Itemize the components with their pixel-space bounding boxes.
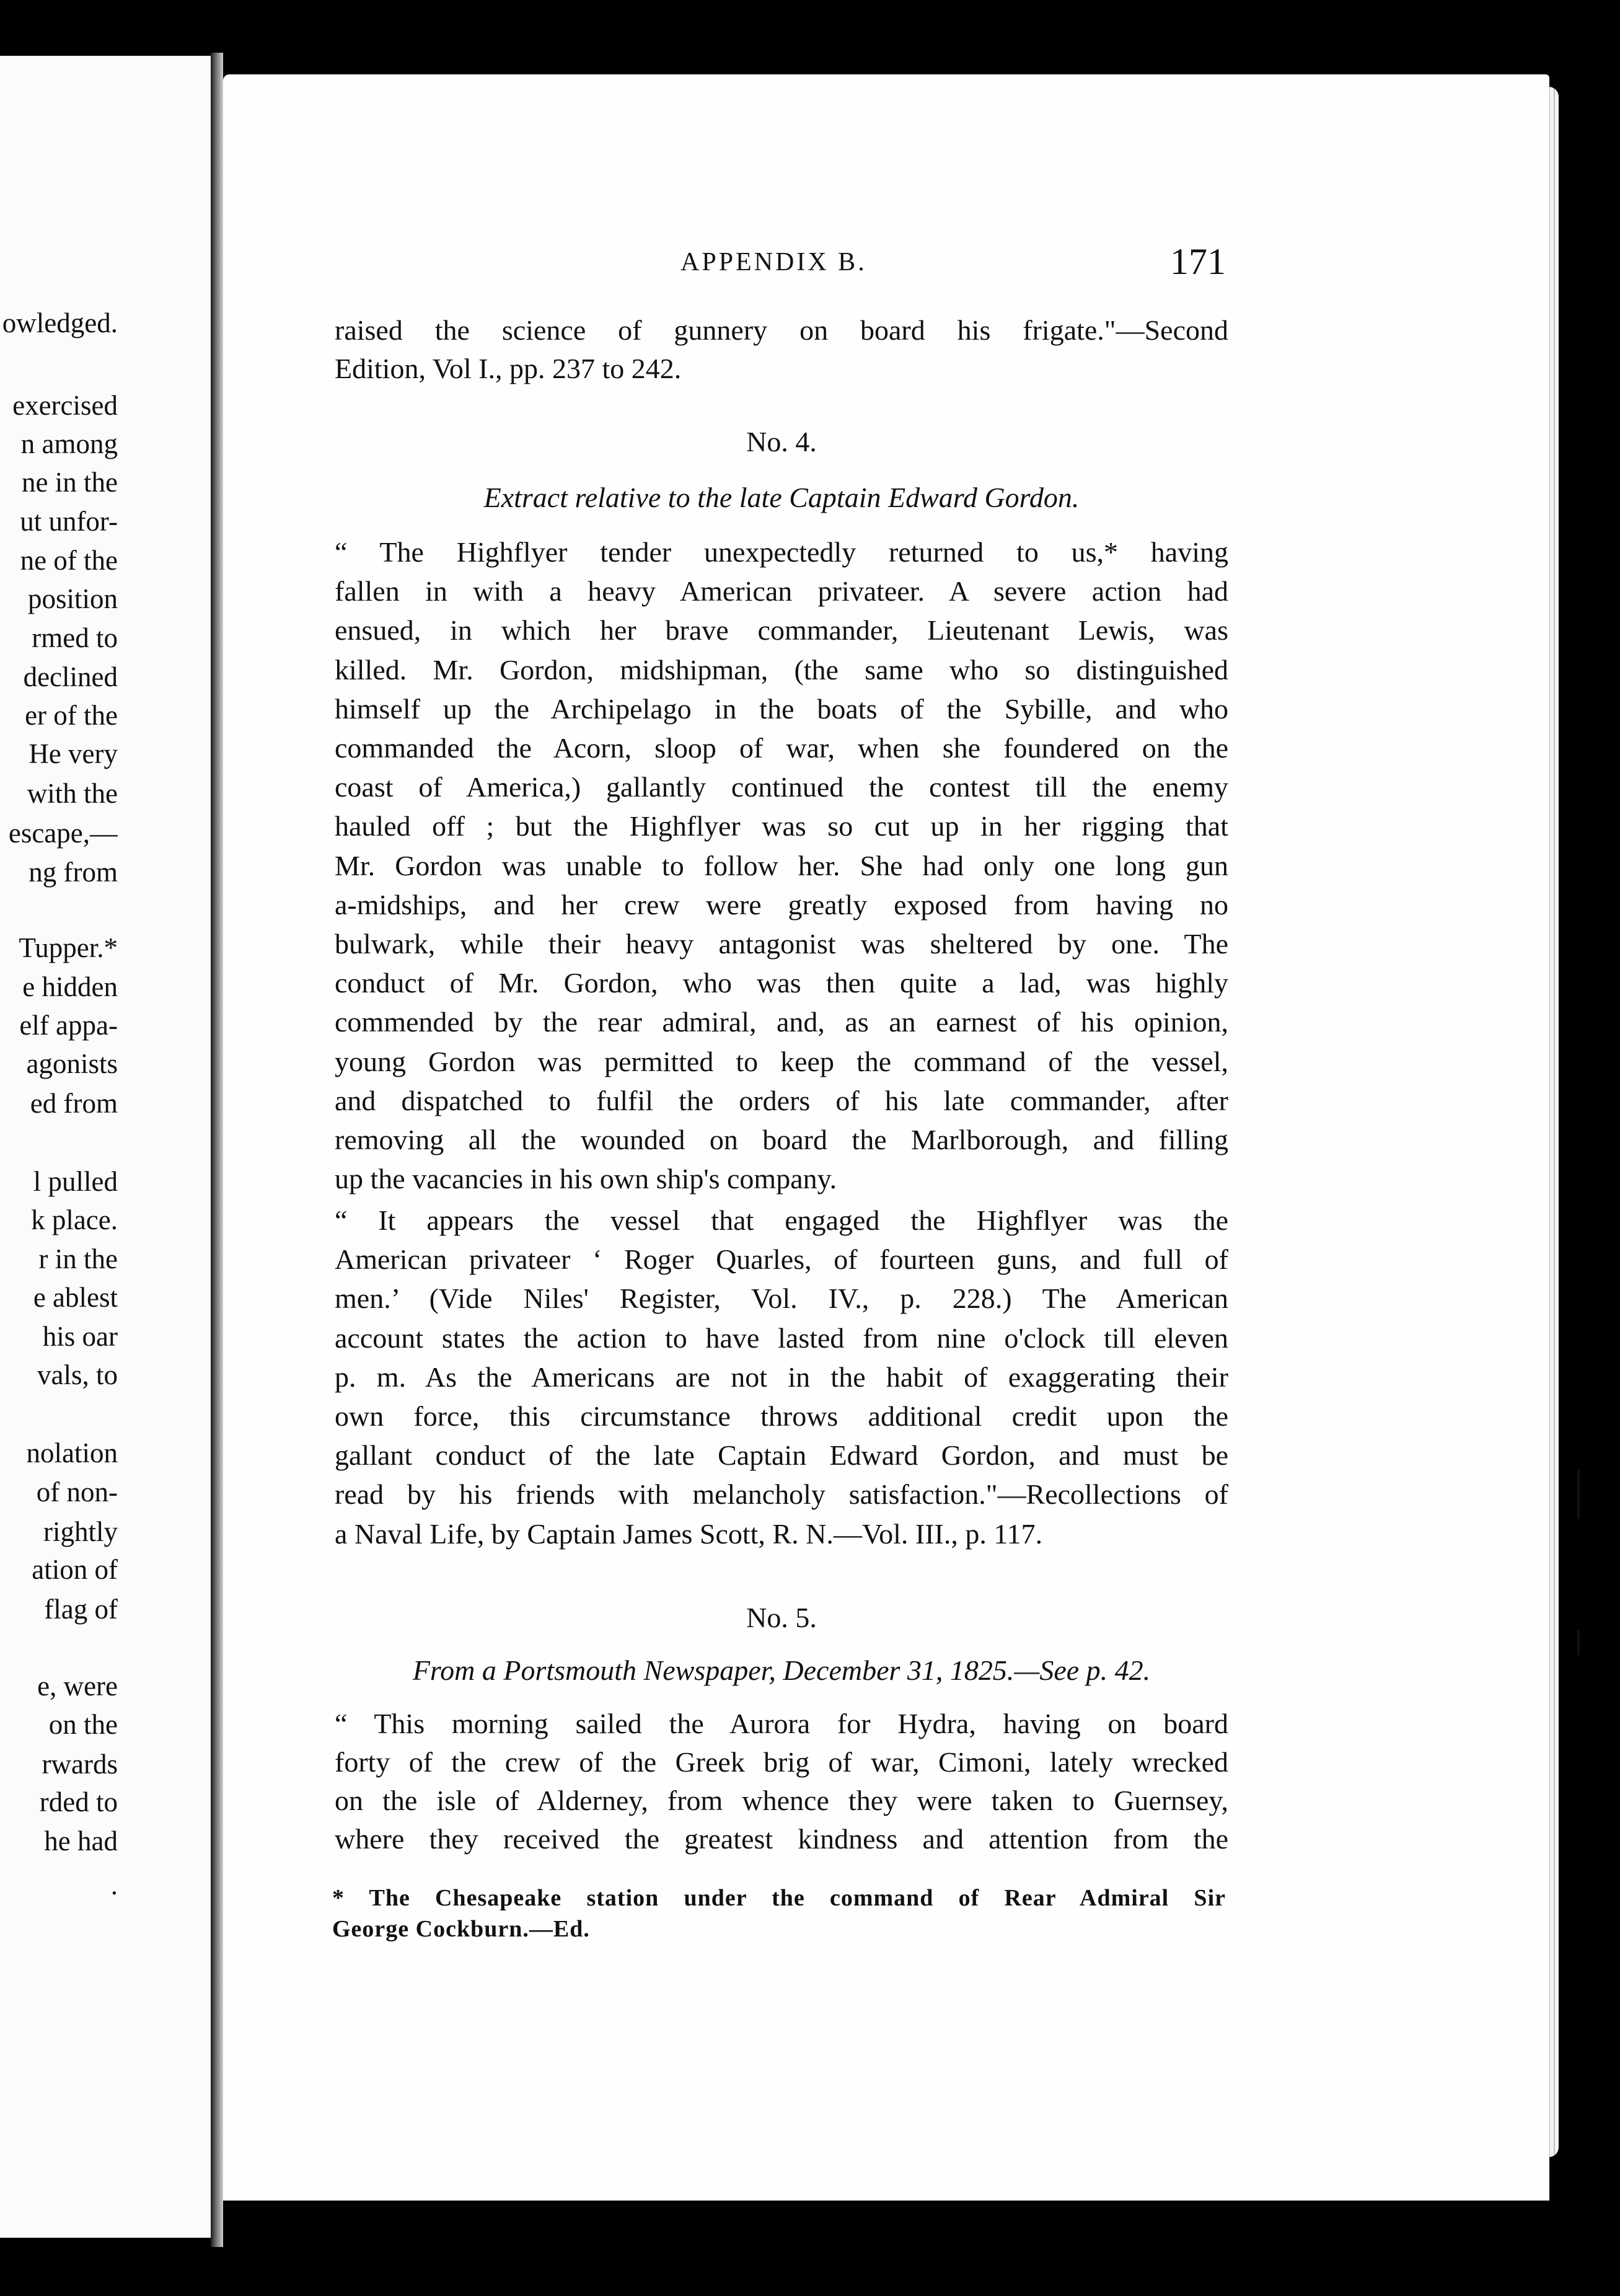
footnote-line: George Cockburn.—Ed.	[332, 1916, 590, 1942]
text-line: hauled off ; but the Highflyer was so cut up in her rigging that	[335, 810, 1228, 842]
left-page-line: .	[110, 1870, 118, 1901]
text-line: account states the action to have lasted from nine o'clock till eleven	[335, 1322, 1228, 1354]
left-page-line: rmed to	[32, 622, 118, 653]
left-page-line: owledged.	[2, 307, 118, 338]
text-line: young Gordon was permitted to keep the command of the vessel,	[335, 1045, 1228, 1077]
text-line: killed. Mr. Gordon, midshipman, (the same who so distinguished	[335, 653, 1228, 686]
text-line: up the vacancies in his own ship's company.	[335, 1163, 837, 1195]
left-page-line: ne in the	[22, 467, 118, 498]
left-page-line: on the	[48, 1709, 118, 1740]
left-page-line: rded to	[39, 1786, 118, 1817]
left-page-line: exercised	[12, 390, 118, 421]
text-line: where they received the greatest kindness and attention from the	[335, 1823, 1228, 1855]
section-subtitle-4: Extract relative to the late Captain Edward Gordon.	[483, 482, 1080, 513]
text-line: fallen in with a heavy American privateer. A severe action had	[335, 575, 1228, 607]
left-page-line: er of the	[25, 700, 118, 731]
left-page-line: agonists	[26, 1048, 118, 1079]
left-page-line: rwards	[42, 1749, 118, 1780]
left-page-line: his oar	[42, 1321, 118, 1352]
left-page-line: ne of the	[20, 545, 118, 576]
left-page-line: nolation	[26, 1437, 118, 1468]
text-line: forty of the crew of the Greek brig of war, Cimoni, lately wrecked	[335, 1746, 1228, 1778]
left-page-line: vals, to	[37, 1359, 118, 1390]
left-page-line: e, were	[37, 1671, 118, 1702]
left-page-line: with the	[27, 778, 118, 809]
text-line: commended by the rear admiral, and, as an earnest of his opinion,	[335, 1006, 1228, 1038]
running-head: APPENDIX B.	[680, 248, 867, 276]
left-page-line: ng from	[29, 857, 118, 888]
text-line: ensued, in which her brave commander, Lieutenant Lewis, was	[335, 614, 1228, 647]
left-page-line: ed from	[30, 1088, 118, 1119]
text-line: “ The Highflyer tender unexpectedly returned to us,* having	[335, 536, 1228, 568]
left-page-line: r in the	[38, 1243, 118, 1274]
left-page-line: position	[27, 583, 118, 614]
text-line: himself up the Archipelago in the boats of the Sybille, and who	[335, 692, 1228, 725]
text-line: own force, this circumstance throws additional credit upon the	[335, 1400, 1228, 1432]
section-heading-5: No. 5.	[746, 1602, 817, 1633]
left-page	[0, 56, 211, 2238]
text-line: a Naval Life, by Captain James Scott, R. N.—Vol. III., p. 117.	[335, 1517, 1043, 1550]
text-line: American privateer ‘ Roger Quarles, of fourteen guns, and full of	[335, 1243, 1228, 1276]
left-page-line: l pulled	[33, 1166, 118, 1197]
text-line: “ It appears the vessel that engaged the Highflyer was the	[335, 1204, 1228, 1236]
text-line: men.’ (Vide Niles' Register, Vol. IV., p. 228.) The American	[335, 1283, 1228, 1315]
left-page-line: e hidden	[22, 971, 118, 1002]
left-page-line: escape,—	[8, 818, 118, 849]
left-page-line: flag of	[44, 1594, 118, 1625]
left-page-line: He very	[29, 738, 118, 769]
left-page-line: rightly	[43, 1516, 118, 1547]
text-line: gallant conduct of the late Captain Edward Gordon, and must be	[335, 1439, 1228, 1472]
left-page-line: elf appa-	[19, 1010, 118, 1041]
left-page-line: n among	[20, 428, 118, 459]
left-page-line: of non-	[36, 1477, 118, 1508]
scan-mark	[1577, 1469, 1595, 1519]
left-page-line: k place.	[31, 1204, 118, 1235]
scan-mark	[1577, 1630, 1595, 1655]
left-page-line: ation of	[32, 1554, 118, 1585]
text-line: bulwark, while their heavy antagonist was sheltered by one. The	[335, 928, 1228, 960]
text-line: commanded the Acorn, sloop of war, when she foundered on the	[335, 732, 1228, 764]
text-line: conduct of Mr. Gordon, who was then quite a lad, was highly	[335, 967, 1228, 999]
left-page-line: declined	[23, 661, 118, 692]
left-page-line: he had	[44, 1826, 118, 1857]
book-gutter	[211, 53, 223, 2247]
left-page-line: ut unfor-	[20, 506, 118, 537]
text-line: Mr. Gordon was unable to follow her. She had only one long gun	[335, 849, 1228, 881]
section-subtitle-5: From a Portsmouth Newspaper, December 31, 1825.—See p. 42.	[412, 1654, 1151, 1686]
text-line: coast of America,) gallantly continued the contest till the enemy	[335, 771, 1228, 803]
footnote-line: * The Chesapeake station under the command of Rear Admiral Sir	[332, 1885, 1226, 1911]
text-line: p. m. As the Americans are not in the habit of exaggerating their	[335, 1361, 1228, 1393]
text-line: on the isle of Alderney, from whence they were taken to Guernsey,	[335, 1785, 1228, 1816]
text-line: “ This morning sailed the Aurora for Hydra, having on board	[335, 1708, 1228, 1739]
text-line: read by his friends with melancholy satisfaction."—Recollections of	[335, 1478, 1228, 1511]
section-heading-4: No. 4.	[746, 426, 817, 457]
text-line: a-midships, and her crew were greatly exposed from having no	[335, 888, 1228, 921]
text-line: removing all the wounded on board the Marlborough, and filling	[335, 1124, 1228, 1155]
left-page-line: e ablest	[33, 1282, 118, 1313]
page-number: 171	[1170, 241, 1226, 282]
text-line: Edition, Vol I., pp. 237 to 242.	[335, 353, 682, 384]
text-line: raised the science of gunnery on board his frigate."—Second	[335, 314, 1228, 346]
text-line: and dispatched to fulfil the orders of his late commander, after	[335, 1084, 1228, 1116]
left-page-line: Tupper.*	[19, 932, 118, 963]
